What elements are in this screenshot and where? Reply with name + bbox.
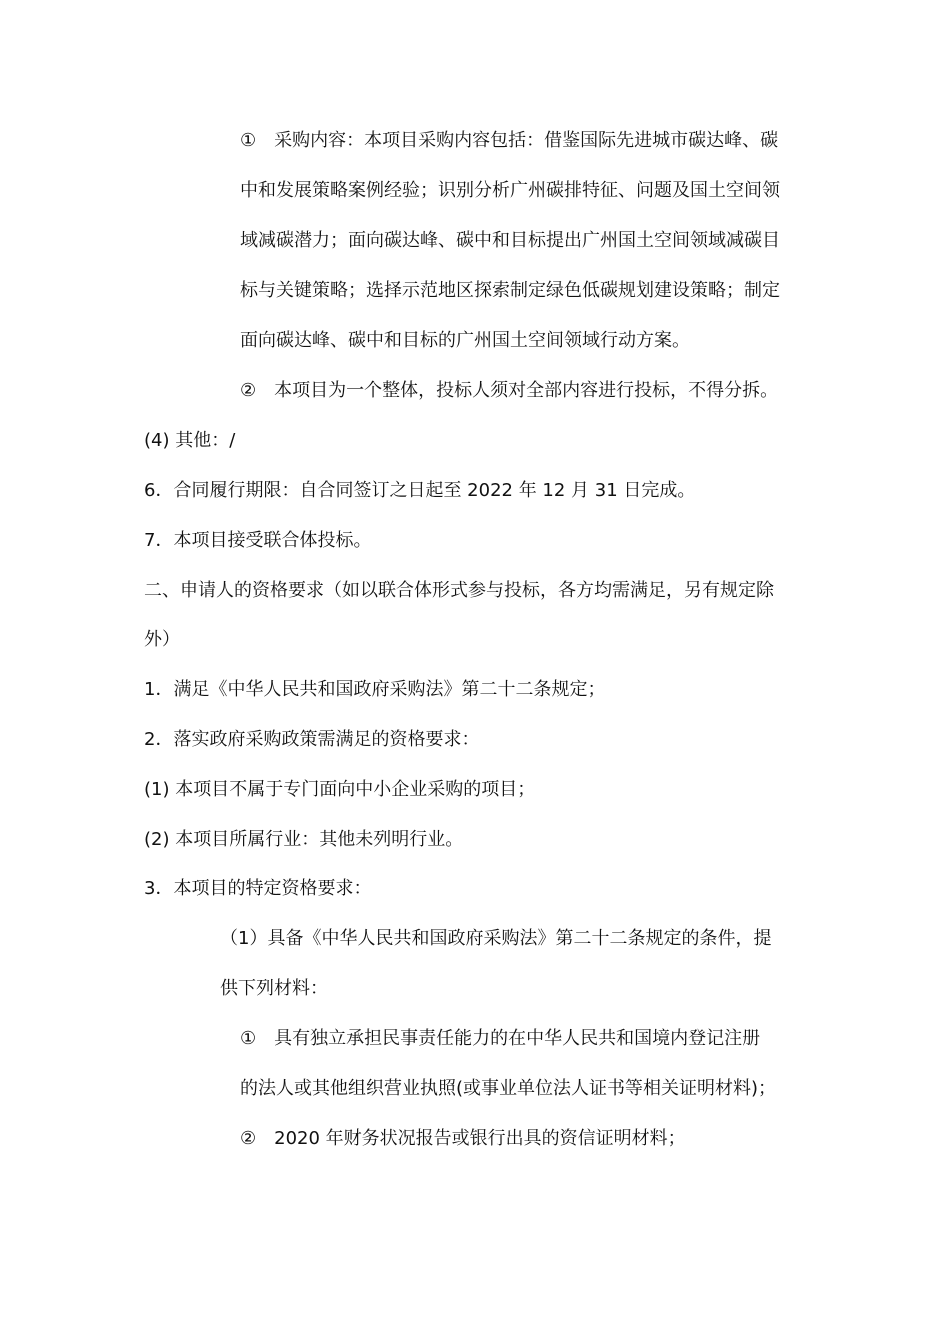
requirement-3-item-1-line-1: （1）具备《中华人民共和国政府采购法》第二十二条规定的条件，提 — [220, 928, 772, 949]
requirement-2-item-1-line: (1) 本项目不属于专门面向中小企业采购的项目； — [144, 779, 536, 800]
requirement-2-item-2-line: (2) 本项目所属行业：其他未列明行业。 — [144, 829, 464, 850]
material-1-line-2: 的法人或其他组织营业执照(或事业单位法人证书等相关证明材料)； — [240, 1078, 777, 1099]
procurement-content-line-4: 标与关键策略；选择示范地区探索制定绿色低碳规划建设策略；制定 — [240, 280, 780, 301]
project-whole-line: ② 本项目为一个整体，投标人须对全部内容进行投标，不得分拆。 — [240, 380, 779, 401]
others-line: (4) 其他：/ — [144, 430, 236, 451]
material-2-line: ② 2020 年财务状况报告或银行出具的资信证明材料； — [240, 1128, 686, 1149]
requirement-3-item-1-line-2: 供下列材料： — [220, 978, 328, 999]
section-heading-line-2: 外） — [144, 629, 180, 650]
procurement-content-line-2: 中和发展策略案例经验；识别分析广州碳排特征、问题及国土空间领 — [240, 180, 780, 201]
procurement-content-line-5: 面向碳达峰、碳中和目标的广州国土空间领域行动方案。 — [240, 330, 690, 351]
requirement-2-line: 2．落实政府采购政策需满足的资格要求： — [144, 729, 480, 750]
consortium-line: 7．本项目接受联合体投标。 — [144, 530, 372, 551]
section-heading-line-1: 二、申请人的资格要求（如以联合体形式参与投标，各方均需满足，另有规定除 — [144, 580, 774, 601]
contract-period-line: 6．合同履行期限：自合同签订之日起至 2022 年 12 月 31 日完成。 — [144, 480, 696, 501]
requirement-1-line: 1．满足《中华人民共和国政府采购法》第二十二条规定； — [144, 679, 606, 700]
procurement-content-line-1: ① 采购内容：本项目采购内容包括：借鉴国际先进城市碳达峰、碳 — [240, 130, 779, 151]
material-1-line-1: ① 具有独立承担民事责任能力的在中华人民共和国境内登记注册 — [240, 1028, 761, 1049]
procurement-content-line-3: 域减碳潜力；面向碳达峰、碳中和目标提出广州国土空间领域减碳目 — [240, 230, 780, 251]
requirement-3-line: 3．本项目的特定资格要求： — [144, 878, 372, 899]
